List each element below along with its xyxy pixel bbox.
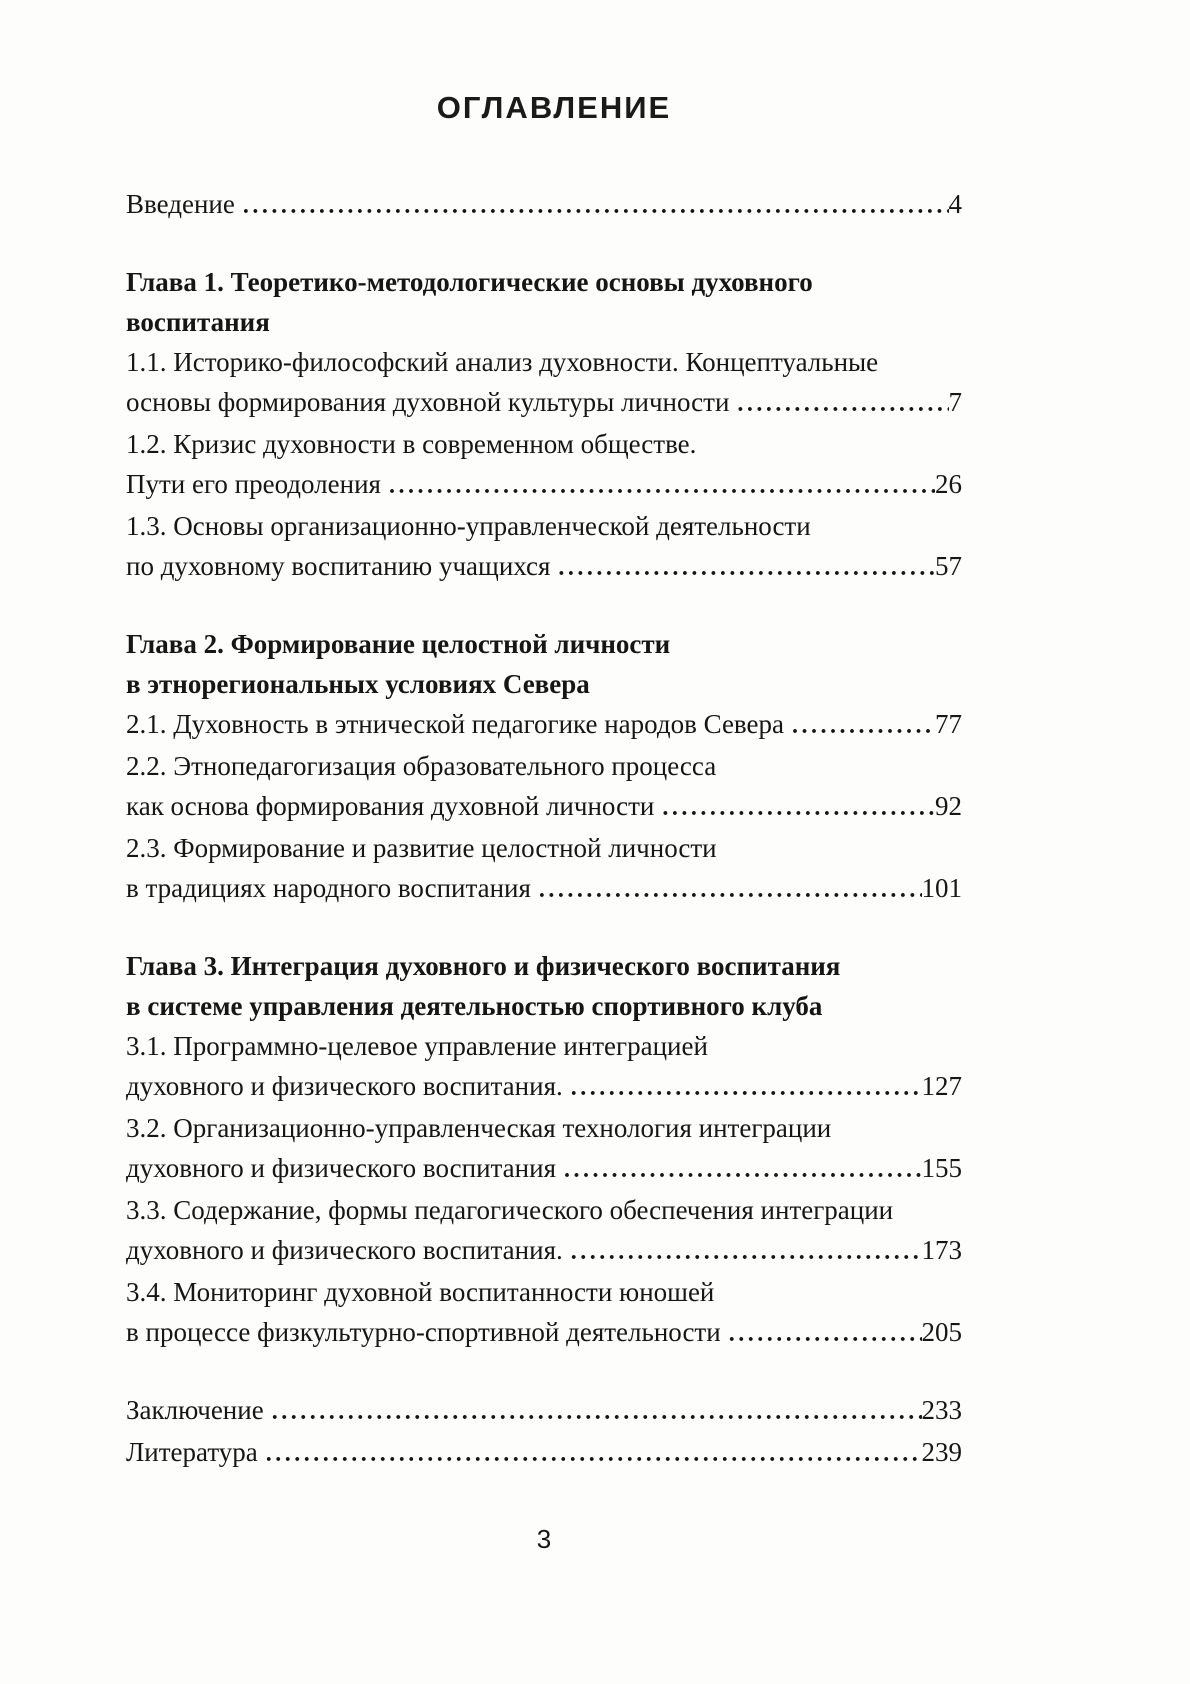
toc-page-number: 57 bbox=[935, 551, 962, 581]
toc-line bbox=[126, 1390, 962, 1432]
toc-line bbox=[126, 1432, 962, 1474]
dot-leader bbox=[531, 868, 922, 910]
toc-line bbox=[126, 1108, 962, 1148]
toc-text: по духовному воспитанию учащихся bbox=[126, 551, 551, 581]
dot-leader bbox=[381, 464, 935, 506]
toc-text: духовного и физического воспитания. bbox=[126, 1071, 563, 1101]
toc-chapter-heading bbox=[126, 302, 962, 342]
toc-page-number: 92 bbox=[935, 791, 962, 821]
dot-leader bbox=[729, 382, 948, 424]
dot-leader bbox=[556, 1148, 922, 1190]
toc-text: духовного и физического воспитания. bbox=[126, 1235, 563, 1265]
page-title: ОГЛАВЛЕНИЕ bbox=[436, 90, 672, 125]
toc-chapter-heading bbox=[126, 946, 962, 986]
dot-leader bbox=[563, 1066, 922, 1108]
toc-chapter-heading bbox=[126, 262, 962, 302]
toc-text: Введение bbox=[126, 189, 235, 219]
toc-page-number: 155 bbox=[921, 1153, 962, 1183]
toc-text: Глава 3. Интеграция духовного и физического воспитания bbox=[126, 951, 841, 981]
toc-text: 3.1. Программно-целевое управление интеграцией bbox=[126, 1031, 708, 1061]
toc-line bbox=[126, 1230, 962, 1272]
toc-text: 1.2. Кризис духовности в современном обществе. bbox=[126, 429, 697, 459]
dot-leader bbox=[784, 704, 935, 746]
toc-text: 3.3. Содержание, формы педагогического обеспечения интеграции bbox=[126, 1195, 894, 1225]
toc-text: 3.4. Мониторинг духовной воспитанности юношей bbox=[126, 1277, 715, 1307]
toc-page-number: 26 bbox=[935, 469, 962, 499]
toc-text: Заключение bbox=[126, 1395, 264, 1425]
folio-page-number: 3 bbox=[536, 1524, 552, 1554]
toc-line bbox=[126, 506, 962, 546]
toc-text: в процессе физкультурно-спортивной деятельности bbox=[126, 1317, 721, 1347]
toc-line bbox=[126, 464, 962, 506]
toc-page-number: 239 bbox=[921, 1437, 962, 1467]
toc-line bbox=[126, 424, 962, 464]
toc-text: духовного и физического воспитания bbox=[126, 1153, 556, 1183]
toc-text: 1.1. Историко-философский анализ духовности. Концептуальные bbox=[126, 347, 879, 377]
toc-text: Глава 2. Формирование целостной личности bbox=[126, 629, 671, 659]
toc-text: Глава 1. Теоретико-методологические основы духовного bbox=[126, 267, 813, 297]
toc-text: Пути его преодоления bbox=[126, 469, 381, 499]
toc-line bbox=[126, 1066, 962, 1108]
toc-page-number: 205 bbox=[921, 1317, 962, 1347]
toc-line bbox=[126, 746, 962, 786]
dot-leader bbox=[264, 1390, 922, 1432]
toc-page-number: 4 bbox=[948, 189, 962, 219]
toc-chapter-heading bbox=[126, 624, 962, 664]
toc-page-number: 233 bbox=[921, 1395, 962, 1425]
toc-text: 2.1. Духовность в этнической педагогике народов Севера bbox=[126, 709, 784, 739]
toc-text: воспитания bbox=[126, 307, 270, 337]
toc-text: 2.2. Этнопедагогизация образовательного процесса bbox=[126, 751, 717, 781]
toc-line bbox=[126, 1312, 962, 1354]
toc-text: 3.2. Организационно-управленческая технология интеграции bbox=[126, 1113, 832, 1143]
toc-line bbox=[126, 1272, 962, 1312]
toc-line bbox=[126, 786, 962, 828]
toc-page-number: 127 bbox=[921, 1071, 962, 1101]
toc-line bbox=[126, 342, 962, 382]
toc-text: 2.3. Формирование и развитие целостной личности bbox=[126, 833, 717, 863]
toc-line bbox=[126, 1190, 962, 1230]
toc-page-number: 7 bbox=[948, 387, 962, 417]
toc-page-number: 173 bbox=[921, 1235, 962, 1265]
toc-text: Литература bbox=[126, 1437, 258, 1467]
toc-line bbox=[126, 828, 962, 868]
toc-chapter-heading bbox=[126, 664, 962, 704]
toc-page-number: 77 bbox=[935, 709, 962, 739]
toc-line bbox=[126, 382, 962, 424]
toc-line bbox=[126, 1026, 962, 1066]
dot-leader bbox=[563, 1230, 922, 1272]
toc-text: в традициях народного воспитания bbox=[126, 873, 531, 903]
toc-chapter-heading bbox=[126, 986, 962, 1026]
toc-line bbox=[126, 704, 962, 746]
toc-line bbox=[126, 546, 962, 588]
toc-line bbox=[126, 868, 962, 910]
toc-line bbox=[126, 184, 962, 226]
dot-leader bbox=[235, 184, 949, 226]
toc-text: как основа формирования духовной личности bbox=[126, 791, 655, 821]
dot-leader bbox=[258, 1432, 922, 1474]
dot-leader bbox=[721, 1312, 922, 1354]
toc-text: в этнорегиональных условиях Севера bbox=[126, 669, 590, 699]
toc-line bbox=[126, 1148, 962, 1190]
toc-page-number: 101 bbox=[921, 873, 962, 903]
dot-leader bbox=[550, 546, 935, 588]
dot-leader bbox=[654, 786, 935, 828]
toc-text: в системе управления деятельностью спортивного клуба bbox=[126, 991, 823, 1021]
toc-text: основы формирования духовной культуры личности bbox=[126, 387, 730, 417]
toc-text: 1.3. Основы организационно-управленческой деятельности bbox=[126, 511, 811, 541]
